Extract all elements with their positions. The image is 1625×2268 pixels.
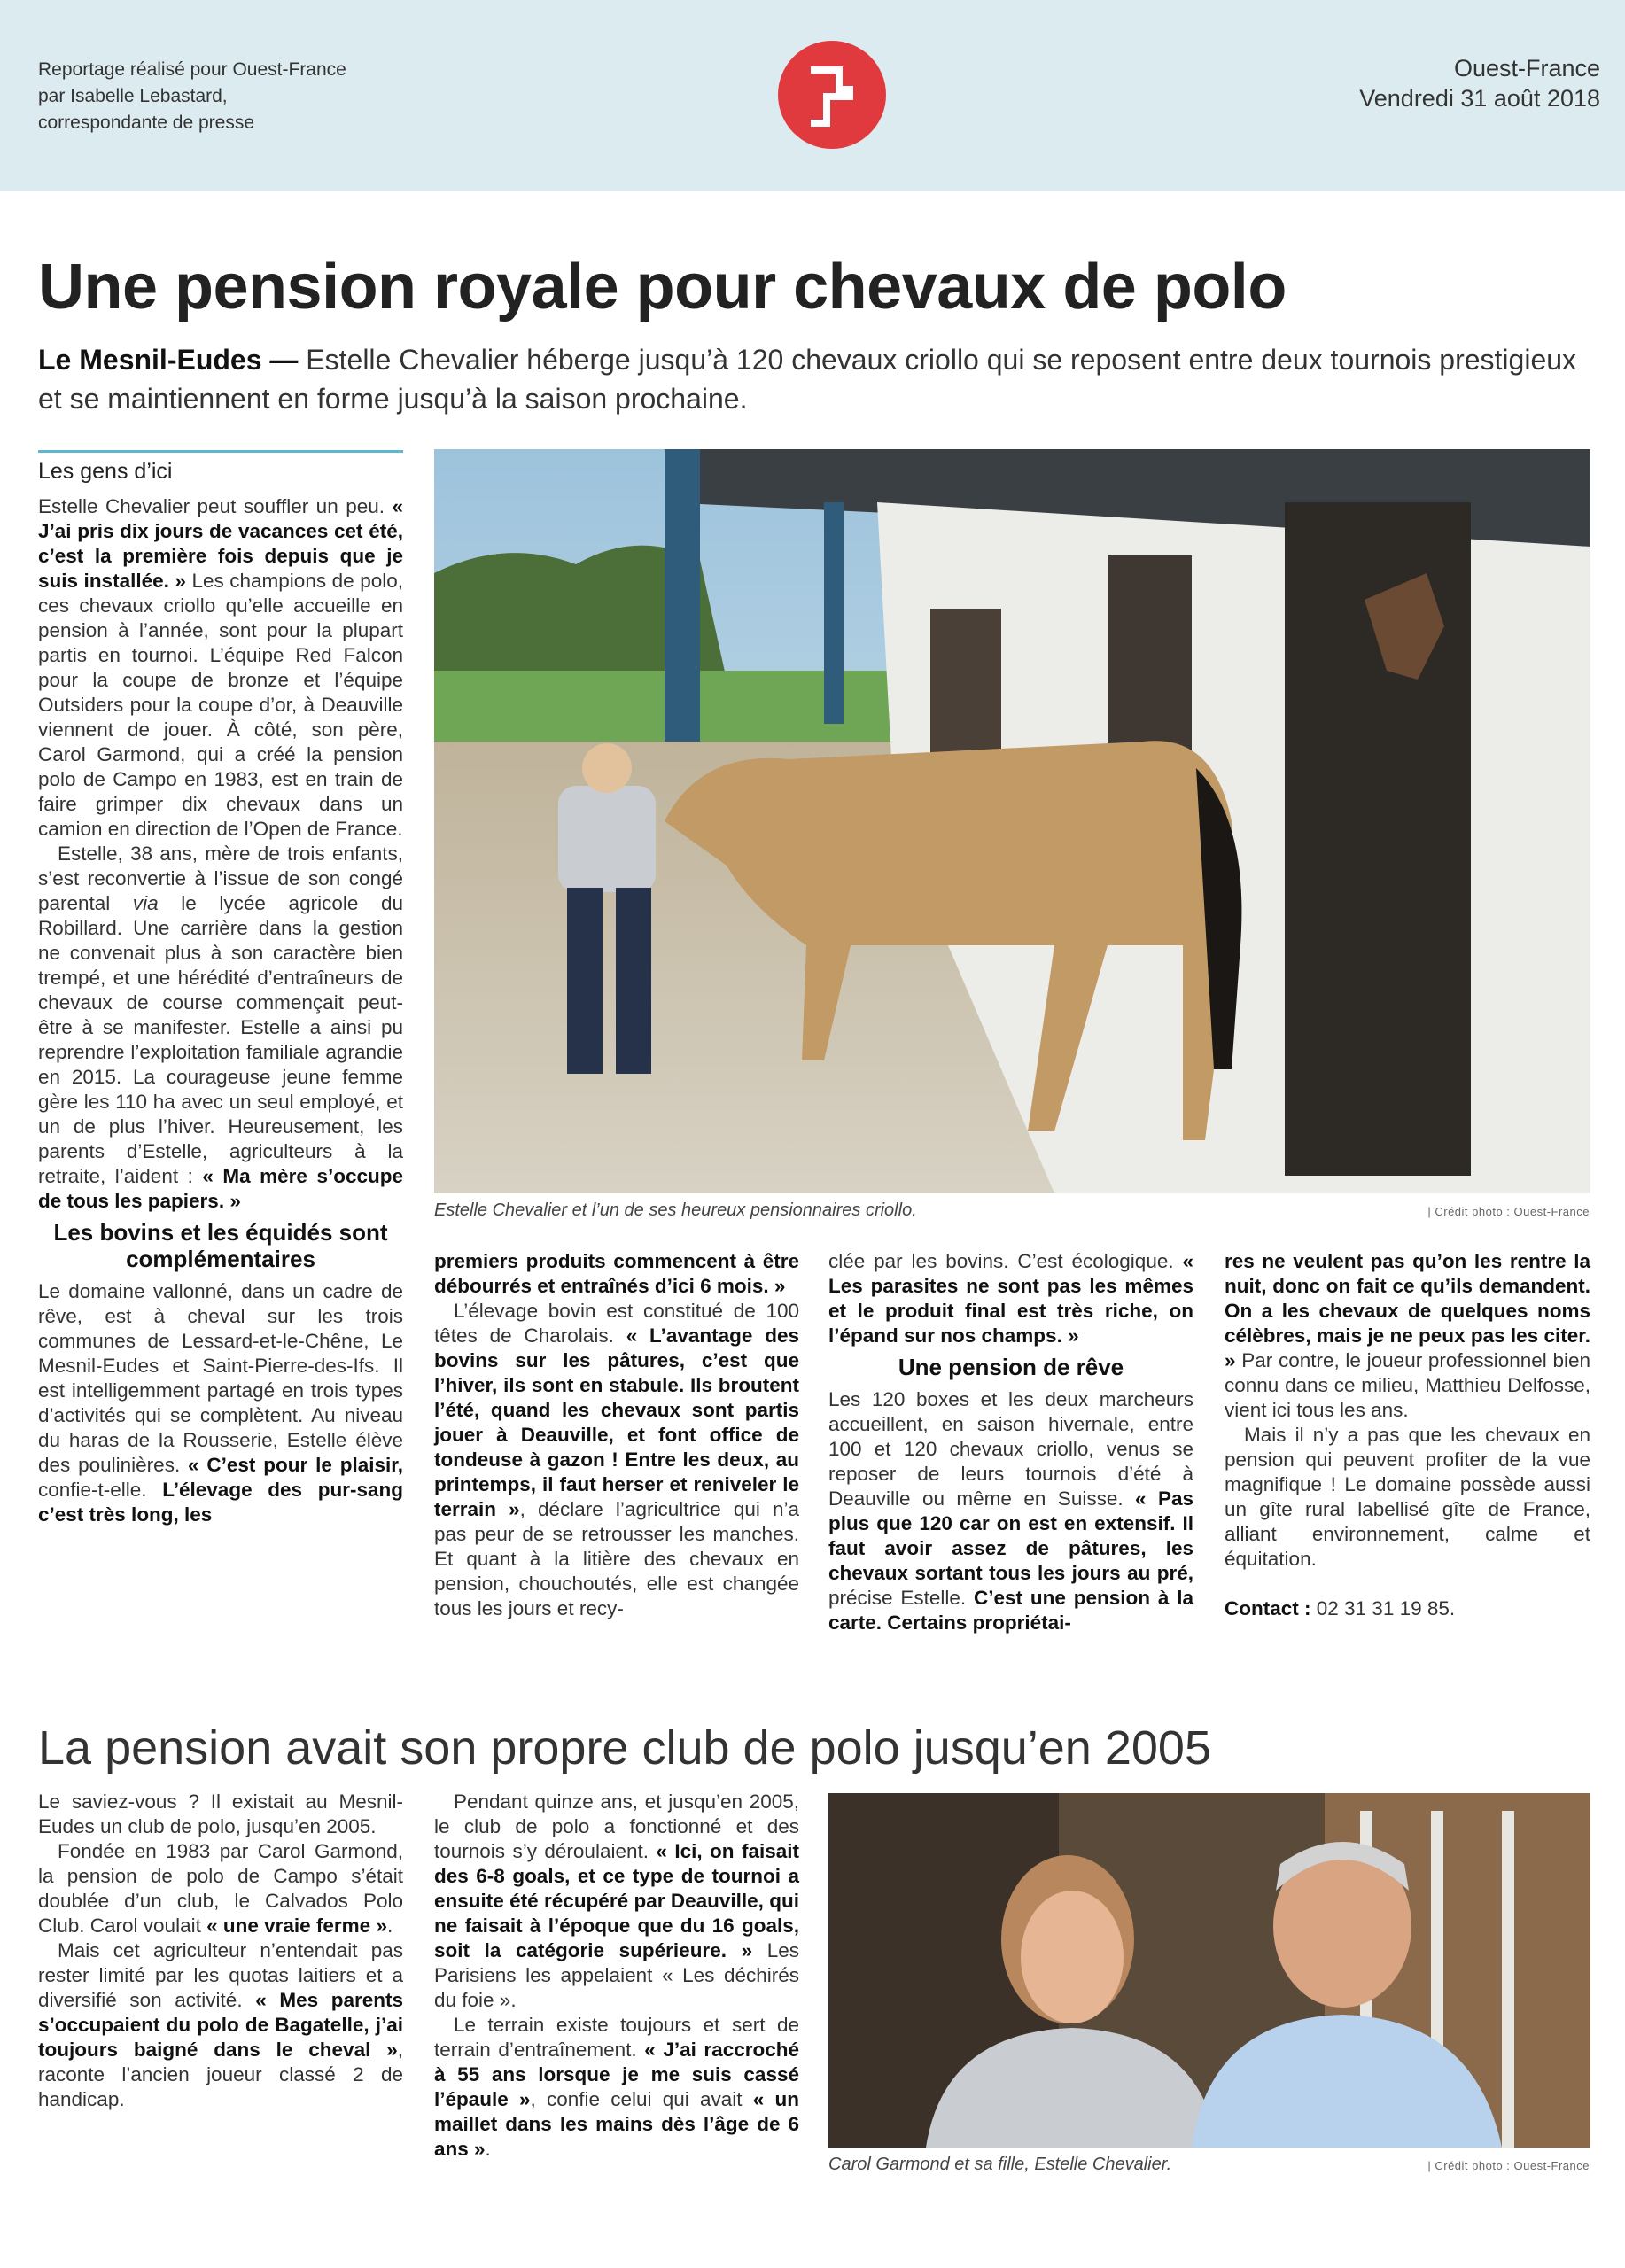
article-column-2 <box>434 1249 799 1621</box>
subheading: Les bovins et les équidés sont complémentaires <box>53 1219 388 1272</box>
body-text: . <box>485 2138 491 2160</box>
article2-headline: La pension avait son propre club de polo jusqu’en 2005 <box>38 1721 1211 1775</box>
body-text: Estelle Chevalier peut souffler un peu. <box>38 495 393 517</box>
article2-column-1 <box>38 1790 403 2112</box>
body-text: Estelle, 38 ans, mère de trois enfants, s’est reconvertie à l’issue de son congé parental <box>38 843 403 914</box>
body-text: Par contre, le joueur professionnel bien connu dans ce milieu, Matthieu Delfosse, vient ici tous les ans. <box>1225 1349 1590 1421</box>
contact-phone: 02 31 31 19 85. <box>1310 1597 1456 1619</box>
article-lede <box>38 340 1598 418</box>
body-text: Mais il n’y a pas que les chevaux en pension qui peuvent profiter de la vue magnifique ! Le domaine possède aussi un gîte rural labellisé gîte de France, alliant environnement, calme et équitation. <box>1225 1424 1590 1570</box>
body-text: le lycée agricole du Robillard. Une carrière dans la gestion ne convenait plus à son caractère bien trempé, et une hérédité d’entraîneurs de chevaux de course commençait peut-être à se manifester. Estelle a ainsi pu reprendre l’exploitation familiale agrandie en 2015. La courageuse jeune femme gère les 110 ha avec un seul employé, et un de plus l’hiver. Heureusement, les parents d’Estelle, agriculteurs à la retraite, l’aident : <box>38 892 403 1187</box>
body-text: confie-t-elle. <box>38 1479 163 1501</box>
quote: « un maillet dans les mains dès l’âge de 6 ans » <box>434 2088 800 2160</box>
quote: « une vraie ferme » <box>206 1915 387 1937</box>
quote: « Pas plus que 120 car on est en extensif. Il faut avoir assez de pâtures, les chevaux sortant tous les jours au pré, <box>828 1487 1193 1584</box>
photo-caption: Carol Garmond et sa fille, Estelle Chevalier. <box>828 2155 1172 2174</box>
credit-line: par Isabelle Lebastard, <box>38 86 228 106</box>
photo-credit: | Crédit photo : Ouest-France <box>1427 2159 1590 2172</box>
article-column-3 <box>828 1249 1193 1635</box>
body-text: clée par les bovins. C’est écologique. <box>828 1250 1183 1272</box>
body-text: , confie celui qui avait <box>530 2088 753 2110</box>
photo-caption: Estelle Chevalier et l’un de ses heureux pensionnaires criollo. <box>434 1200 917 1220</box>
quote: L’élevage des pur-sang c’est très long, les <box>38 1479 404 1526</box>
portrait-photo <box>828 1793 1590 2148</box>
article2-column-2 <box>434 1790 799 2162</box>
body-text: Pendant quinze ans, et jusqu’en 2005, le club de polo a fonctionné et des tournois s’y déroulaient. <box>434 1790 799 1862</box>
article-headline: Une pension royale pour chevaux de polo <box>38 252 1287 322</box>
subheading: Une pension de rêve <box>898 1354 1124 1380</box>
lede-text: Estelle Chevalier héberge jusqu’à 120 chevaux criollo qui se reposent entre deux tournois prestigieux et se maintiennent en forme jusqu’à la saison prochaine. <box>38 344 1577 415</box>
reporter-credit <box>38 57 346 136</box>
quote: « Mes parents s’occupaient du polo de Bagatelle, j’ai toujours baigné dans le cheval » <box>38 1989 404 2061</box>
newspaper-name: Ouest-France <box>1453 55 1600 82</box>
body-text: Le saviez-vous ? Il existait au Mesnil-Eudes un club de polo, jusqu’en 2005. <box>38 1790 403 1837</box>
quote: C’est une pension à la carte. Certains propriétai- <box>828 1587 1193 1634</box>
body-text: Mais cet agriculteur n’entendait pas rester limité par les quotas laitiers et a diversifié son activité. <box>38 1939 403 2011</box>
body-text: Le terrain existe toujours et sert de terrain d’entraînement. <box>434 2014 799 2061</box>
header-band <box>0 0 1625 191</box>
dateline: Le Mesnil-Eudes — <box>38 344 299 376</box>
quote: « Les parasites ne sont pas les mêmes et le produit final est très riche, on l’épand sur nos champs. » <box>828 1250 1193 1347</box>
body-text: L’élevage bovin est constitué de 100 têtes de Charolais. <box>434 1300 799 1347</box>
body-text: Les Parisiens les appelaient « Les déchirés du foie ». <box>434 1939 799 2011</box>
body-text: , déclare l’agricultrice qui n’a pas peur de se retrousser les manches. Et quant à la litière des chevaux en pension, chouchoutés, elle est changée tous les jours et recy- <box>434 1498 799 1619</box>
body-text: Les champions de polo, ces chevaux criollo qu’elle accueille en pension à l’année, sont pour la plupart partis en tournoi. L’équipe Red Falcon pour la coupe de bronze et l’équipe Outsiders pour la coupe d’or, à Deauville viennent de jouer. À côté, son père, Carol Garmond, qui a créé la pension polo de Campo en 1983, est en train de faire grimper dix chevaux dans un camion en direction de l’Open de France. <box>38 570 403 840</box>
quote: « Ici, on faisait des 6-8 goals, et ce type de tournoi a ensuite été récupéré par Deauville, qui ne faisait à l’époque que du 16 goals, soit la catégorie supérieure. » <box>434 1840 799 1961</box>
body-text: , raconte l’ancien joueur classé 2 de handicap. <box>38 2039 403 2110</box>
publication-info <box>1359 53 1600 113</box>
article-column-4 <box>1225 1249 1590 1621</box>
body-text: Fondée en 1983 par Carol Garmond, la pension de polo de Campo s’était doublée d’un club, le Calvados Polo Club. Carol voulait <box>38 1840 403 1937</box>
quote: premiers produits commencent à être débourrés et entraînés d’ici 6 mois. » <box>434 1250 799 1297</box>
body-text: Les 120 boxes et les deux marcheurs accueillent, en saison hivernale, entre 100 et 120 chevaux criollo, venus se reposer de leurs tournois d’été à Deauville ou même en Suisse. <box>828 1388 1193 1510</box>
horse-stable-photo <box>434 449 1590 1193</box>
credit-line: correspondante de presse <box>38 113 254 133</box>
body-text: . <box>386 1915 393 1937</box>
photo-credit: | Crédit photo : Ouest-France <box>1427 1205 1590 1218</box>
quote: « Ma mère s’occupe de tous les papiers. » <box>38 1165 403 1212</box>
contact-label: Contact : <box>1225 1597 1311 1619</box>
quote: « C’est pour le plaisir, <box>188 1454 403 1476</box>
article-column-1 <box>38 494 403 1527</box>
publication-date: Vendredi 31 août 2018 <box>1359 85 1600 112</box>
italic-word: via <box>132 892 159 914</box>
section-rubric: Les gens d’ici <box>38 450 403 485</box>
ouest-france-logo <box>777 40 887 150</box>
quote: « L’avantage des bovins sur les pâtures, c’est que l’hiver, ils sont en stabule. Ils broutent l’été, quand les chevaux sont partis jouer à Deauville, et font office de tondeuse à gazon ! Entre les deux, au printemps, il faut herser et reniveler le terrain » <box>434 1324 799 1520</box>
quote: « J’ai pris dix jours de vacances cet été, c’est la première fois depuis que je suis installée. » <box>38 495 403 592</box>
body-text: précise Estelle. <box>828 1587 975 1609</box>
credit-line: Reportage réalisé pour Ouest-France <box>38 59 346 80</box>
quote: « J’ai raccroché à 55 ans lorsque je me suis cassé l’épaule » <box>434 2039 799 2110</box>
quote: res ne veulent pas qu’on les rentre la nuit, donc on fait ce qu’ils demandent. On a les chevaux de quelques noms célèbres, mais je ne peux pas les citer. » <box>1225 1250 1590 1371</box>
body-text: Le domaine vallonné, dans un cadre de rêve, est à cheval sur les trois communes de Lessard-et-le-Chêne, Le Mesnil-Eudes et Saint-Pierre-des-Ifs. Il est intelligemment partagé en trois types d’activités qui se complètent. Au niveau du haras de la Rousserie, Estelle élève des poulinières. <box>38 1280 403 1476</box>
